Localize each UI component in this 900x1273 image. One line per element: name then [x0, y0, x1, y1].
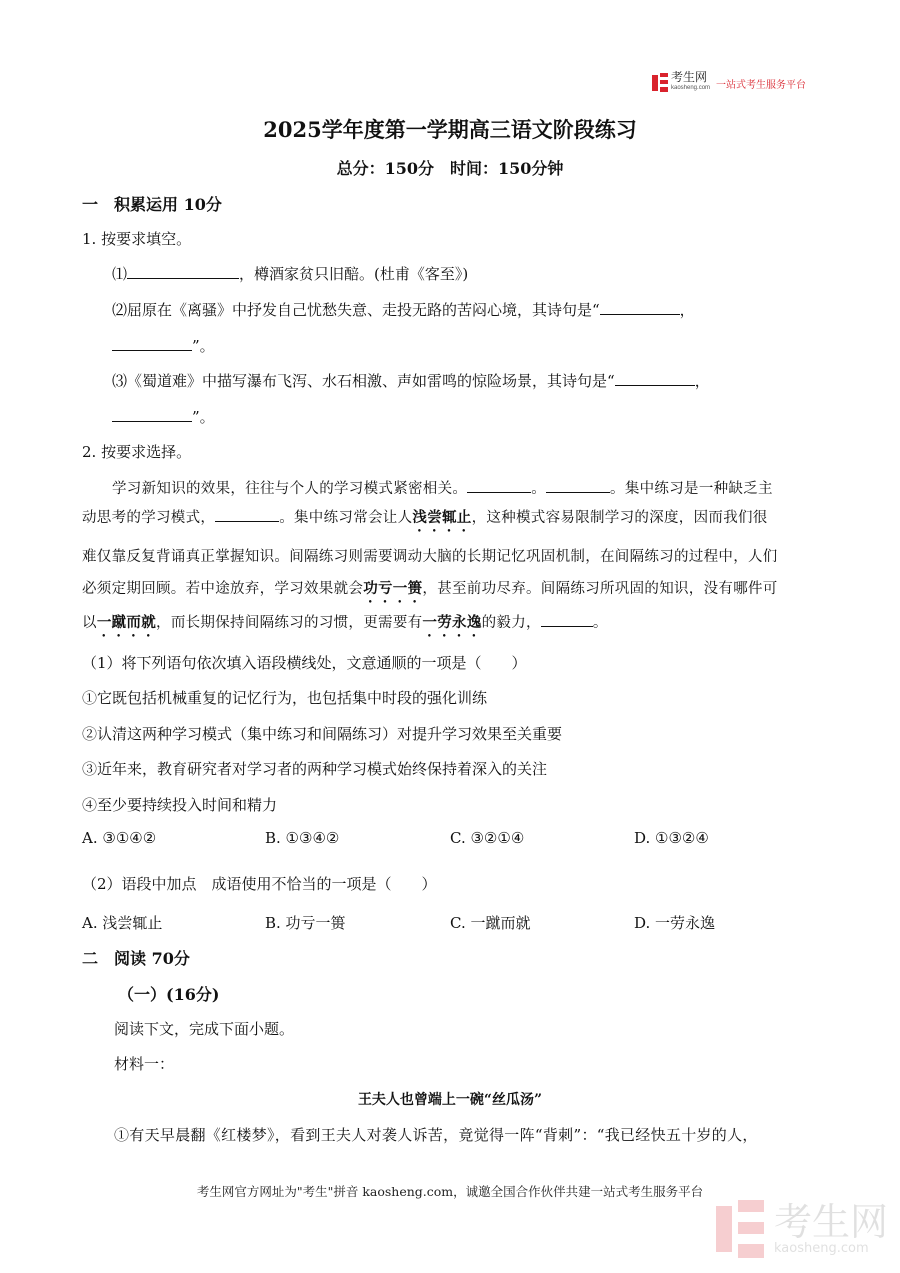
kaosheng-logo-icon: [652, 73, 668, 93]
sentence-4: ④至少要持续投入时间和精力: [82, 796, 278, 814]
kaosheng-logo[interactable]: [652, 72, 806, 94]
punct: ，: [679, 301, 695, 319]
punct: ”。: [192, 408, 215, 426]
passage-text: 。集中练习常会让人: [279, 510, 413, 526]
answer-blank[interactable]: [546, 478, 610, 493]
answer-blank[interactable]: [615, 371, 695, 386]
answer-blank[interactable]: [467, 478, 531, 493]
q1-3-line2: [112, 406, 215, 427]
passage-text: ，这种模式容易限制学习的深度，因而我们很: [471, 510, 768, 526]
dotted-idiom: 功亏一篑: [363, 580, 423, 597]
material-label: 材料一：: [114, 1055, 175, 1073]
sub1-option-d[interactable]: D. ①③②④: [634, 829, 709, 847]
passage-text: ，甚至前功尽弃。间隔练习所巩固的知识，没有哪件可: [422, 581, 778, 597]
q1-1-text: ，樽酒家贫只旧醅。(杜甫《客至》): [239, 265, 469, 283]
answer-blank[interactable]: [541, 612, 593, 627]
q1-3-text: ⑶《蜀道难》中描写瀑布飞泻、水石相激、声如雷鸣的惊险场景，其诗句是“: [112, 372, 615, 390]
passage-text: 必须定期回顾。若中途放弃，学习效果就会: [82, 581, 364, 597]
answer-blank[interactable]: [215, 507, 279, 522]
q1-1: [112, 263, 468, 284]
section2-part1: （一）(16分): [118, 985, 220, 1004]
q1-1-number: ⑴: [112, 265, 128, 283]
answer-blank[interactable]: [112, 336, 192, 351]
watermark: [716, 1200, 888, 1258]
passage-line-2: [82, 506, 768, 535]
sub1-option-c[interactable]: C. ③②①④: [450, 829, 525, 847]
logo-text: 考生网 kaosheng.com: [671, 70, 711, 91]
header-slogan: 一站式考生服务平台: [716, 79, 807, 91]
passage-text: 。集中练习是一种缺乏主: [610, 481, 773, 497]
page-subtitle: 总分：150分 时间：150分钟: [336, 159, 564, 178]
q1-2-text: ⑵屈原在《离骚》中抒发自己忧愁失意、走投无路的苦闷心境，其诗句是“: [112, 301, 600, 319]
passage-line-1: [112, 477, 773, 498]
passage-line-4: [82, 577, 778, 606]
answer-blank[interactable]: [112, 407, 192, 422]
sentence-3: ③近年来，教育研究者对学习者的两种学习模式始终保持着深入的关注: [82, 760, 548, 778]
sub2-option-b[interactable]: B. 功亏一篑: [265, 914, 346, 932]
q1-2-line2: [112, 335, 215, 356]
q1-3-line1: [112, 370, 710, 391]
dotted-idiom: 一劳永逸: [422, 614, 482, 631]
section1-heading: 一 积累运用 10分: [82, 195, 222, 214]
punct: ”。: [192, 337, 215, 355]
passage-line-3: 难仅靠反复背诵真正掌握知识。间隔练习则需要调动大脑的长期记忆巩固机制，在间隔练习的过程中，人们: [82, 549, 778, 565]
sub2-stem: （2）语段中加点 成语使用不恰当的一项是（ ）: [82, 875, 437, 893]
passage-text: 的毅力，: [481, 615, 541, 631]
watermark-text: 考生网 kaosheng.com: [774, 1200, 889, 1256]
sub1-option-b[interactable]: B. ①③④②: [265, 829, 340, 847]
section2-heading: 二 阅读 70分: [82, 949, 190, 968]
punct: 。: [531, 481, 547, 497]
sub2-option-d[interactable]: D. 一劳永逸: [634, 914, 716, 932]
reading-instruction: 阅读下文，完成下面小题。: [114, 1020, 295, 1038]
dotted-idiom: 浅尝辄止: [412, 509, 472, 526]
answer-blank[interactable]: [600, 300, 680, 315]
passage-text: 动思考的学习模式，: [82, 510, 216, 526]
q2-stem: 2. 按要求选择。: [82, 443, 192, 461]
page-title: 2025学年度第一学期高三语文阶段练习: [263, 117, 637, 142]
sub1-option-a[interactable]: A. ③①④②: [82, 829, 157, 847]
watermark-logo-icon: [716, 1200, 766, 1258]
q1-2-line1: [112, 299, 695, 320]
page-footer: 考生网官方网址为"考生"拼音 kaosheng.com，诚邀全国合作伙伴共建一站式考生服务平台: [196, 1184, 704, 1199]
dotted-idiom: 一蹴而就: [96, 614, 157, 631]
q1-stem: 1. 按要求填空。: [82, 230, 192, 248]
sentence-1: ①它既包括机械重复的记忆行为，也包括集中时段的强化训练: [82, 689, 488, 707]
passage-text: 以: [82, 615, 97, 631]
article-line-1: ①有天早晨翻《红楼梦》，看到王夫人对袭人诉苦，竟觉得一阵“背刺”：“我已经快五十岁的人，: [114, 1126, 758, 1144]
punct: 。: [592, 615, 608, 631]
passage-text: ，而长期保持间隔练习的习惯，更需要有: [156, 615, 423, 631]
sub1-stem: （1）将下列语句依次填入语段横线处，文意通顺的一项是（ ）: [82, 654, 527, 672]
sub2-option-c[interactable]: C. 一蹴而就: [450, 914, 531, 932]
passage-text: 学习新知识的效果，往往与个人的学习模式紧密相关。: [112, 481, 468, 497]
article-title: 王夫人也曾端上一碗“丝瓜汤”: [357, 1092, 543, 1108]
sentence-2: ②认清这两种学习模式（集中练习和间隔练习）对提升学习效果至关重要: [82, 725, 563, 743]
sub2-option-a[interactable]: A. 浅尝辄止: [82, 914, 163, 932]
answer-blank[interactable]: [127, 264, 239, 279]
passage-line-5: [82, 611, 608, 640]
punct: ，: [694, 372, 710, 390]
